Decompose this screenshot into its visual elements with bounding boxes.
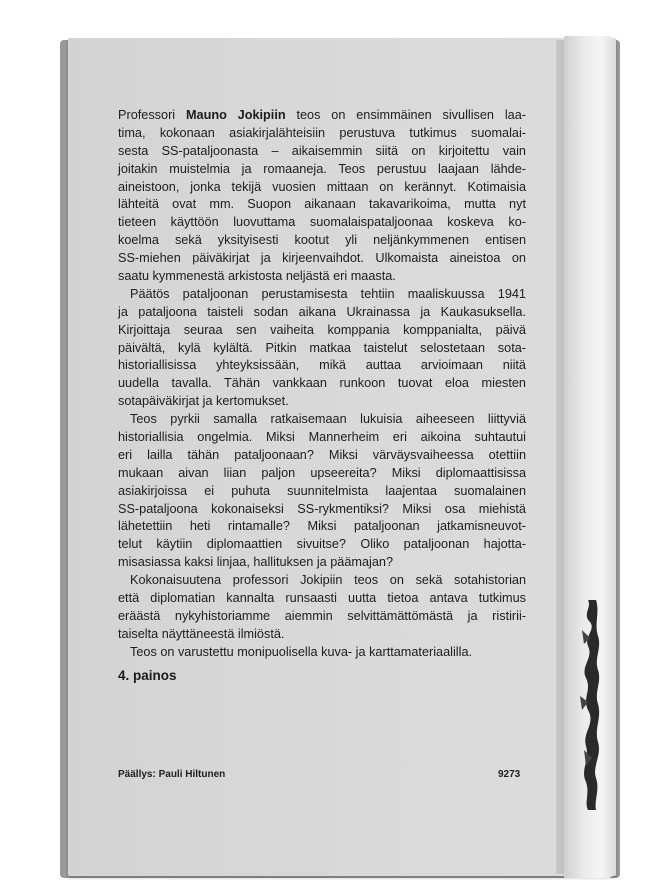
blurb-line: eräästä nykyhistoriamme aiemmin selvittämättömästä ja ristirii-	[118, 608, 526, 623]
blurb-line: koelma sekä yksityisesti kootut yli neljänkymmenen entisen	[118, 233, 526, 248]
cover-credit: Päällys: Pauli Hiltunen	[118, 769, 226, 780]
blurb-line: historiallisia ongelmia. Miksi Mannerheim eri aikoina suhtautui	[118, 430, 526, 445]
blurb-line: lähteitä ovat mm. Suopon aikanaan takavarikoima, mutta nyt	[118, 197, 526, 212]
blurb-line: eri lailla tähän pataljoonaan? Miksi värväysvaiheessa otettiin	[118, 447, 526, 462]
blurb-line: misasiassa kaksi linjaa, hallituksen ja päämajan?	[118, 555, 394, 570]
blurb-line: telut käytiin diplomaattien sivuitse? Oliko pataljoonan hajotta-	[118, 537, 526, 552]
blurb-line: Teos on varustettu monipuolisella kuva- ja karttamateriaalilla.	[130, 644, 473, 659]
blurb-line: Professori Mauno Jokipiin teos on ensimmäinen sivullisen laa-	[118, 108, 526, 122]
blurb-line: Kokonaisuutena professori Jokipiin teos on sekä sotahistorian	[130, 573, 526, 588]
blurb-line: päivältä, kylä kylältä. Pitkin matkaa taistelut selostetaan sota-	[118, 340, 526, 355]
blurb-line: SS-miehen päiväkirjat ja kirjeenvaihdot. Ulkomaista aineistoa on	[118, 251, 526, 266]
blurb-line: saatu kymmenestä arkistosta neljästä eri maasta.	[118, 269, 396, 284]
blurb-line: asiakirjoissa ei puhuta suunnitelmista laajentaa suomalainen	[118, 483, 526, 498]
blurb-line: tima, kokonaan asiakirjalähteisiin perustuva tutkimus suomalai-	[118, 125, 526, 140]
edition-label: 4. painos	[118, 668, 177, 683]
blurb-line: taiselta näyttäneestä ilmiöstä.	[118, 626, 285, 641]
blurb-line: Teos pyrkii samalla ratkaisemaan lukuisia aiheeseen liittyviä	[130, 412, 526, 427]
blurb-line: sesta SS-pataljoonasta – aikaisemmin siitä on kirjoitettu vain	[118, 143, 526, 158]
product-code: 9273	[498, 769, 521, 780]
blurb-line: aineistoon, jonka tekijä vuosien mittaan on kerännyt. Kotimaisia	[118, 179, 526, 194]
blurb-line: Päätös pataljoonan perustamisesta tehtiin maaliskuussa 1941	[130, 286, 526, 301]
blurb-line: mukaan aivan liian paljon upseereita? Miksi diplomaattisissa	[118, 465, 526, 480]
blurb-line: SS-pataljoona kokonaiseksi SS-rykmentiksi? Miksi osa miehistä	[118, 501, 526, 516]
torn-spine-damage	[570, 600, 606, 810]
blurb-line: uudella tavalla. Tähän vankkaan runkoon tuovat eloa miesten	[118, 376, 526, 391]
blurb-line: Kirjoittaja seuraa sen vaiheita komppania komppanialta, päivä	[118, 322, 526, 337]
blurb-text	[118, 107, 526, 662]
blurb-line: lähetettiin heti rintamalle? Miksi pataljoonan jatkamisneuvot-	[118, 519, 526, 534]
blurb-line: historiallisissa yhteyksissään, mikä auttaa arvioimaan niitä	[118, 358, 526, 373]
blurb-line: että diplomatian kannalta runsaasti uutta tietoa antava tutkimus	[118, 591, 526, 606]
blurb-line: joitakin muistelmia ja romaaneja. Teos perustuu laajaan lähde-	[118, 161, 526, 176]
blurb-line: ja pataljoona taisteli sodan aikana Ukrainassa ja Kaukasuksella.	[118, 304, 526, 319]
blurb-line: tieteen käyttöön luovuttama suomalaispataljoonaa koskeva ko-	[118, 215, 526, 230]
blurb-line: sotapäiväkirjat ja kertomukset.	[118, 394, 289, 409]
